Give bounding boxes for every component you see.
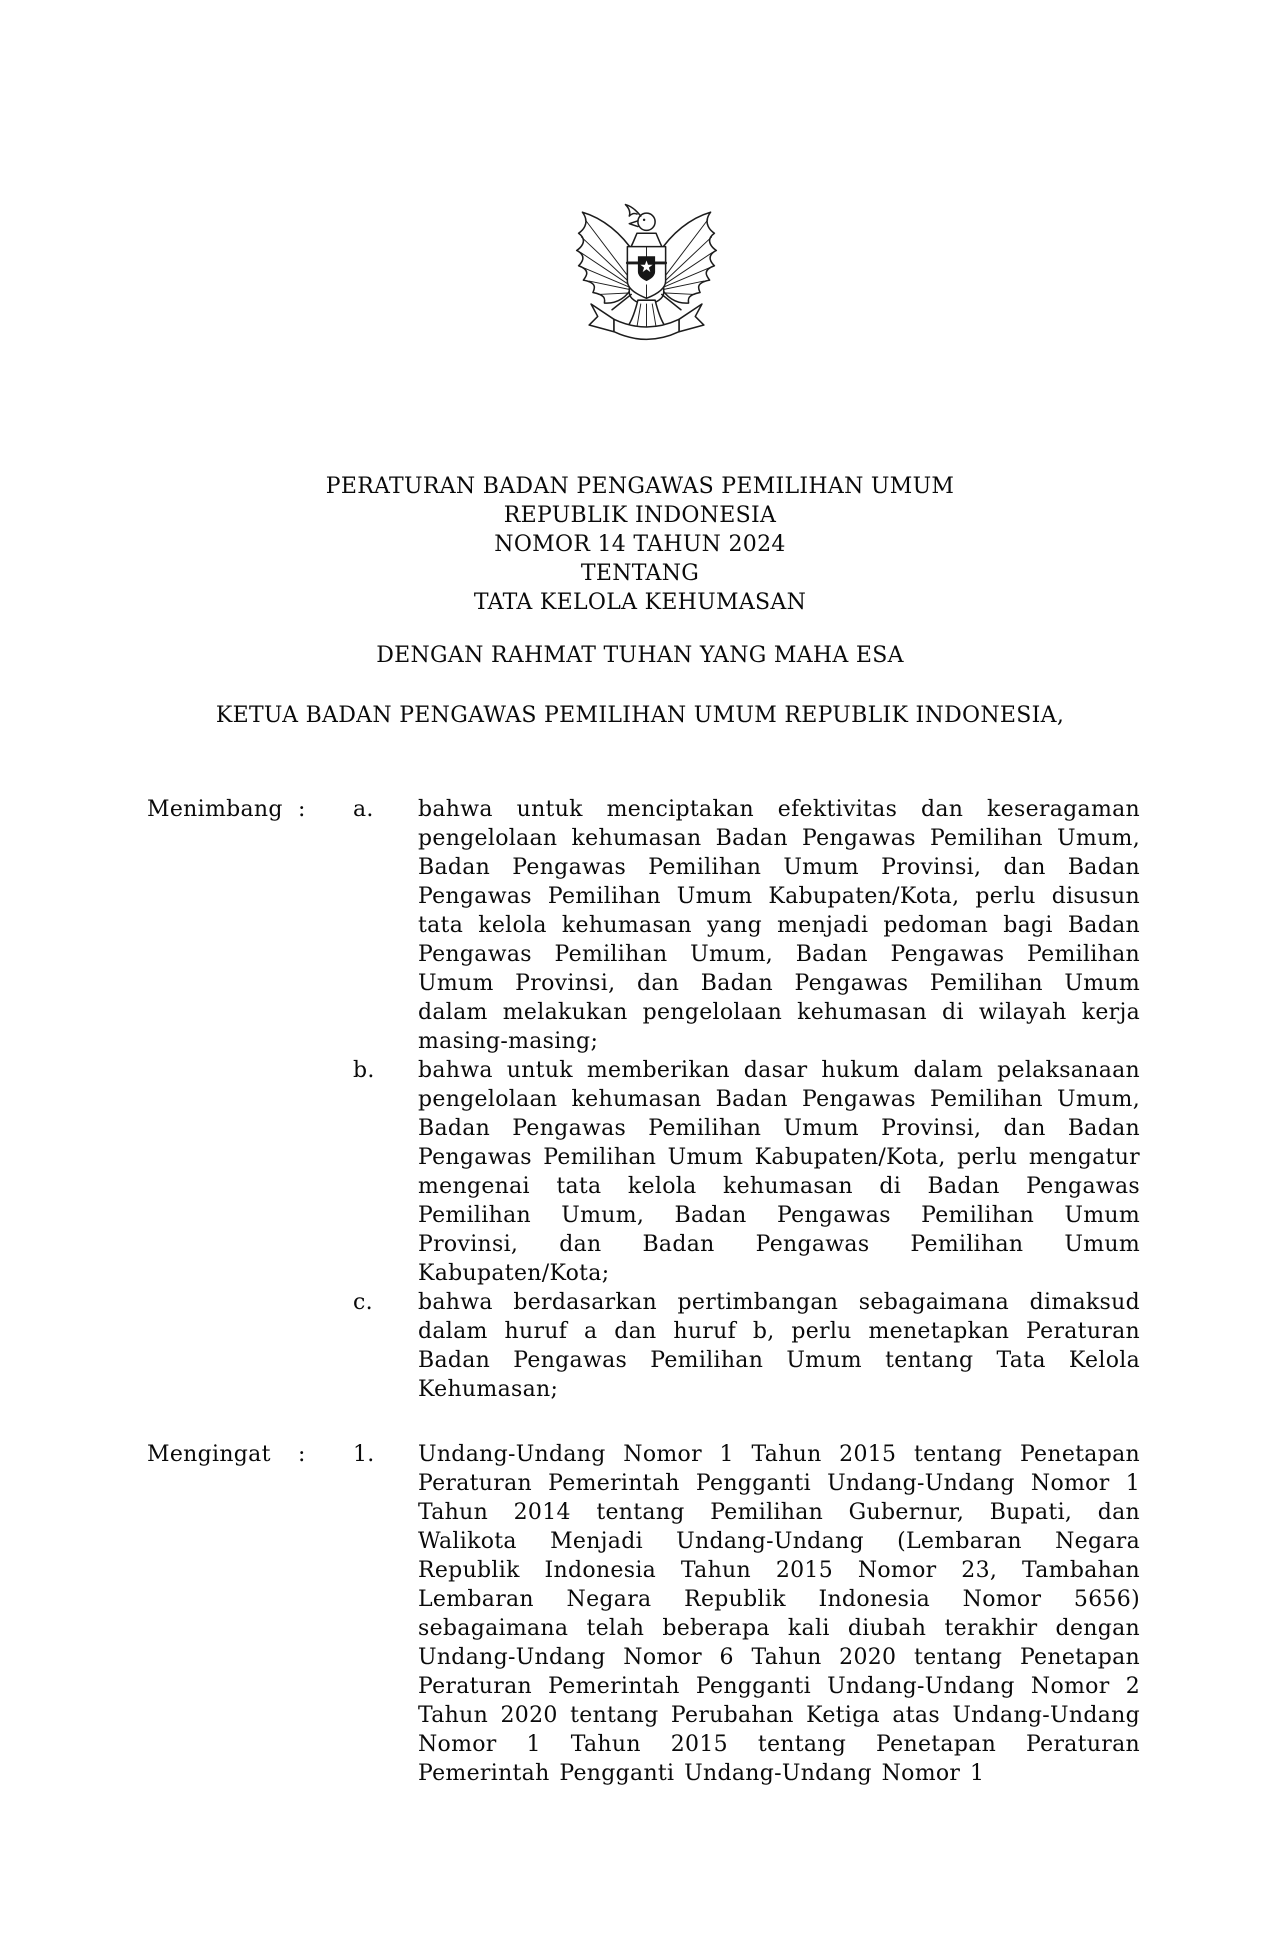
list-item bbox=[353, 1440, 1140, 1788]
document-body bbox=[0, 472, 1275, 1788]
section-items bbox=[353, 1440, 1140, 1788]
item-marker: c. bbox=[353, 1290, 373, 1315]
list-item bbox=[353, 795, 1140, 1056]
title-line-tentang: TENTANG bbox=[580, 561, 700, 586]
garuda-pancasila-emblem bbox=[570, 191, 723, 352]
item-marker: b. bbox=[353, 1058, 375, 1083]
item-text: Undang-Undang Nomor 1 Tahun 2015 tentang Penetapan Peraturan Pemerintah Pengganti Undang-Undang Nomor 1 Tahun 2014 tentang Pemilihan Gubernur, Bupati, dan Walikota Menjadi Undang-Undang (Lembaran Negara Republik Indonesia Tahun 2015 Nomor 23, Tambahan Lembaran Negara Republik Indonesia Nomor 5656) sebagaimana telah beberapa kali diubah terakhir dengan Undang-Undang Nomor 6 Tahun 2020 tentang Penetapan Peraturan Pemerintah Pengganti Undang-Undang Nomor 2 Tahun 2020 tentang Perubahan Ketiga atas Undang-Undang Nomor 1 Tahun 2015 tentang Penetapan Peraturan Pemerintah Pengganti Undang-Undang Nomor 1 bbox=[418, 1442, 1140, 1786]
title-line-nomor: NOMOR 14 TAHUN 2024 bbox=[494, 532, 786, 557]
section-menimbang bbox=[0, 795, 1275, 1404]
section-colon: : bbox=[298, 797, 306, 822]
title-line-peraturan: PERATURAN BADAN PENGAWAS PEMILIHAN UMUM bbox=[325, 474, 955, 499]
document-title bbox=[75, 472, 1205, 617]
list-item bbox=[353, 1288, 1140, 1404]
item-marker: a. bbox=[353, 797, 374, 822]
invocation-line: DENGAN RAHMAT TUHAN YANG MAHA ESA bbox=[376, 643, 904, 668]
item-text: bahwa berdasarkan pertimbangan sebagaimana dimaksud dalam huruf a dan huruf b, perlu menetapkan Peraturan Badan Pengawas Pemilihan Umum tentang Tata Kelola Kehumasan; bbox=[418, 1290, 1140, 1402]
item-marker: 1. bbox=[353, 1442, 375, 1467]
section-items bbox=[353, 795, 1140, 1404]
issuing-officer-line: KETUA BADAN PENGAWAS PEMILIHAN UMUM REPUBLIK INDONESIA, bbox=[215, 703, 1065, 728]
section-label: Mengingat bbox=[147, 1442, 271, 1467]
section-mengingat bbox=[0, 1440, 1275, 1788]
section-label: Menimbang bbox=[147, 797, 283, 822]
title-line-subject: TATA KELOLA KEHUMASAN bbox=[473, 590, 807, 615]
item-text: bahwa untuk memberikan dasar hukum dalam pelaksanaan pengelolaan kehumasan Badan Pengawas Pemilihan Umum, Badan Pengawas Pemilihan Umum Provinsi, dan Badan Pengawas Pemilihan Umum Kabupaten/Kota, perlu mengatur mengenai tata kelola kehumasan di Badan Pengawas Pemilihan Umum, Badan Pengawas Pemilihan Umum Provinsi, dan Badan Pengawas Pemilihan Umum Kabupaten/Kota; bbox=[418, 1058, 1140, 1286]
item-text: bahwa untuk menciptakan efektivitas dan keseragaman pengelolaan kehumasan Badan Pengawas Pemilihan Umum, Badan Pengawas Pemilihan Umum Provinsi, dan Badan Pengawas Pemilihan Umum Kabupaten/Kota, perlu disusun tata kelola kehumasan yang menjadi pedoman bagi Badan Pengawas Pemilihan Umum, Badan Pengawas Pemilihan Umum Provinsi, dan Badan Pengawas Pemilihan Umum dalam melakukan pengelolaan kehumasan di wilayah kerja masing-masing; bbox=[418, 797, 1140, 1054]
list-item bbox=[353, 1056, 1140, 1288]
section-colon: : bbox=[298, 1442, 306, 1467]
preamble-sections bbox=[0, 795, 1275, 1788]
title-line-republik: REPUBLIK INDONESIA bbox=[503, 503, 777, 528]
